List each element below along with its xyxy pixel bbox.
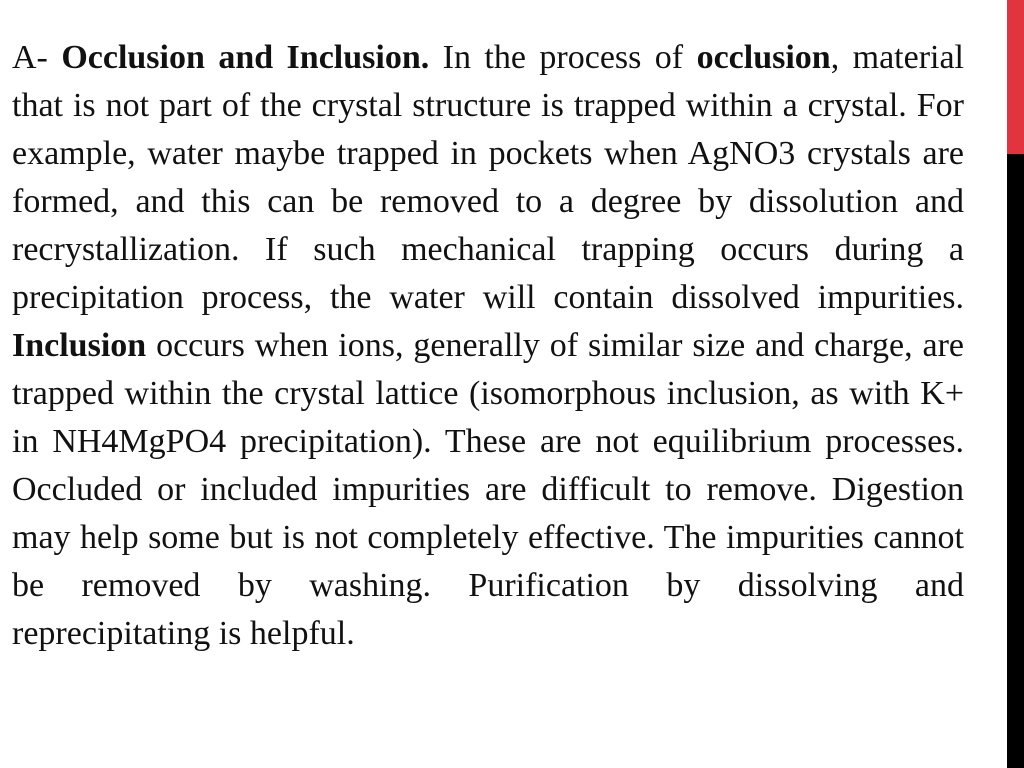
section-prefix: A- bbox=[12, 39, 62, 76]
body-text-segment: In the process of bbox=[429, 39, 697, 76]
decorative-side-bar-accent bbox=[1007, 0, 1024, 154]
section-heading: Occlusion and Inclusion. bbox=[61, 39, 430, 76]
term-occlusion: occlusion bbox=[696, 39, 831, 76]
decorative-side-bar bbox=[1007, 0, 1024, 768]
body-paragraph bbox=[12, 34, 964, 658]
body-text-segment: occurs when ions, generally of similar size and charge, are trapped within the crystal lattice (isomorphous inclusion, as with K+ in NH4MgPO4 precipitation). These are not equilibrium processes. Occluded or included impurities are difficult to remove. Digestion may help some but is not completely effective. The impurities cannot be removed by washing. Purification by dissolving and reprecipitating is helpful. bbox=[12, 327, 964, 652]
term-inclusion: Inclusion bbox=[12, 327, 147, 364]
body-text-segment: , material that is not part of the crystal structure is trapped within a crystal. For example, water maybe trapped in pockets when AgNO3 crystals are formed, and this can be removed to a degree by dissolution and recrystallization. If such mechanical trapping occurs during a precipitation process, the water will contain dissolved impurities. bbox=[12, 39, 964, 316]
